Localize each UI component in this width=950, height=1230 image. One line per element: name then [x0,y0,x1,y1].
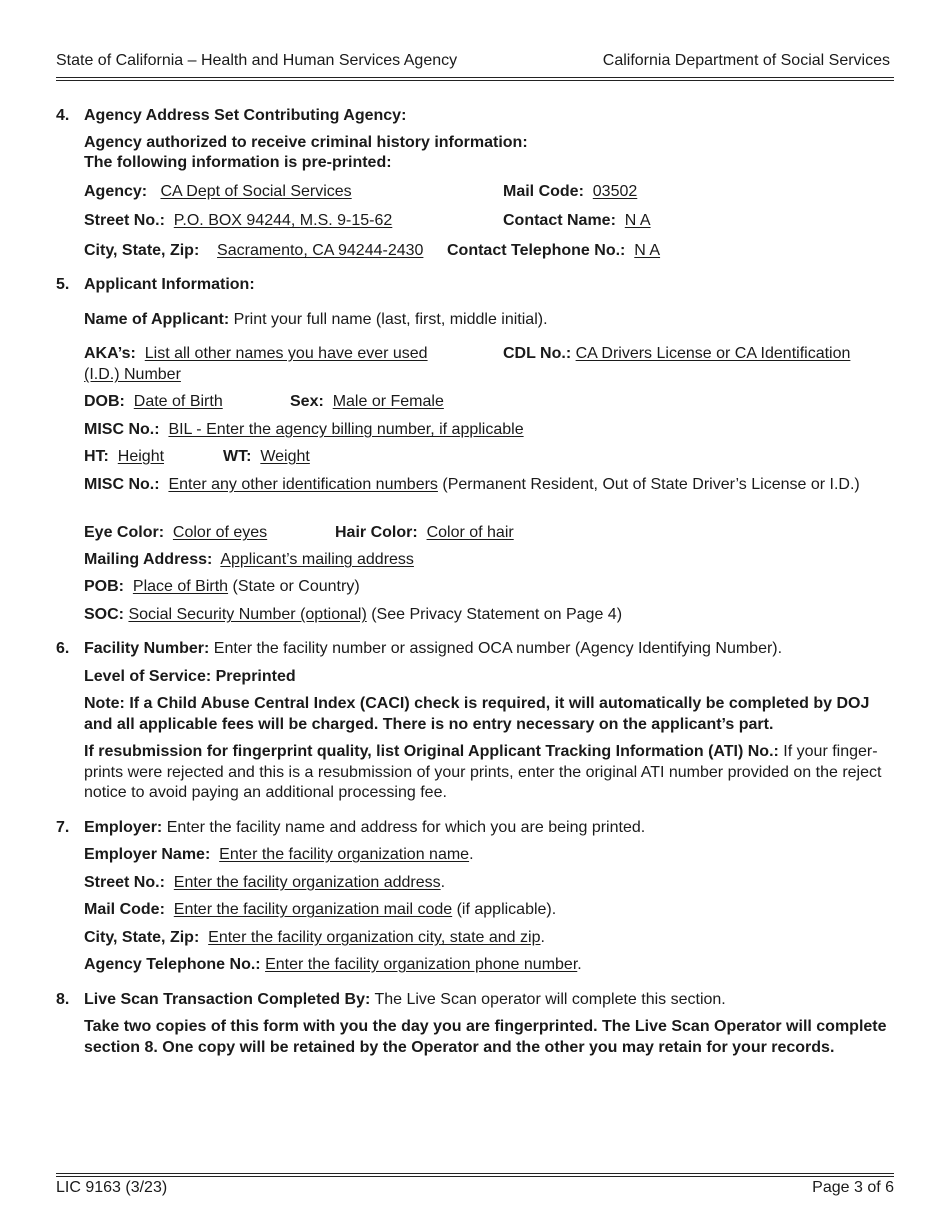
facility-number-row [84,639,782,659]
section-5-number: 5. [56,276,70,293]
misc-identification-label: MISC No.: [84,476,160,493]
resubmission-label: If resubmission for fingerprint quality, list Original Applicant Tracking Information (ATI) No.: [84,743,779,760]
dob-row [84,392,223,412]
contact-telephone-label: Contact Telephone No.: [447,242,626,259]
sex-label: Sex: [290,393,324,410]
section-4-number: 4. [56,107,70,124]
cdl-value: CA Drivers License or CA Identification [575,345,851,362]
period: . [469,846,474,863]
contact-name-row [503,211,651,231]
mail-code-value: 03502 [592,183,638,200]
mail-code-row [503,182,637,202]
city-row [84,241,423,261]
misc-billing-row [84,420,524,440]
live-scan-instructions: Take two copies of this form with you the day you are fingerprinted. The Live Scan Operator will complete section 8. One copy will be retained by the Operator and the other you may retain for your records. [84,1018,887,1056]
header-rule-2 [56,80,894,81]
applicant-name-label: Name of Applicant: [84,311,230,328]
eye-color-label: Eye Color: [84,524,165,541]
sex-value: Male or Female [332,393,444,410]
contact-name-value: N A [624,212,651,229]
section-4-auth-line1: Agency authorized to receive criminal history information: [84,134,528,151]
height-label: HT: [84,448,109,465]
height-value: Height [117,448,165,465]
mailing-address-value: Applicant’s mailing address [220,551,414,568]
employer-street-label: Street No.: [84,874,165,891]
weight-row [223,447,310,467]
section-6-number: 6. [56,640,70,657]
employer-label: Employer: [84,819,163,836]
section-5-title: Applicant Information: [84,276,255,293]
soc-label: SOC: [84,606,124,623]
applicant-name-text: Print your full name (last, first, middle initial). [229,311,548,328]
mailing-address-label: Mailing Address: [84,551,213,568]
employer-city-value: Enter the facility organization city, state and zip [208,929,541,946]
applicant-name-row [84,310,548,330]
resubmission-text: If your finger- prints were rejected and this is a resubmission of your prints, enter the original ATI number provided on the reject notice to avoid paying an additional processing fee. [84,743,882,801]
aka-label: AKA’s: [84,345,136,362]
header-department: California Department of Social Services [602,52,890,69]
employer-name-value: Enter the facility organization name [219,846,470,863]
live-scan-row [84,990,726,1010]
footer-rule [56,1173,894,1174]
soc-value: Social Security Number (optional) [128,606,367,623]
footer-rule-2 [56,1176,894,1177]
agency-row [84,182,352,202]
street-label: Street No.: [84,212,165,229]
section-4-title: Agency Address Set Contributing Agency: [84,107,407,124]
misc-identification-value: Enter any other identification numbers [168,476,438,493]
aka-value: List all other names you have ever used [144,345,428,362]
facility-number-label: Facility Number: [84,640,210,657]
pob-label: POB: [84,578,124,595]
misc-billing-value: BIL - Enter the agency billing number, if applicable [168,421,524,438]
eye-color-row [84,523,267,543]
period: . [440,874,446,891]
pob-text: (State or Country) [228,578,360,595]
employer-mail-code-label: Mail Code: [84,901,165,918]
eye-color-value: Color of eyes [172,524,268,541]
caci-note: Note: If a Child Abuse Central Index (CACI) check is required, it will automatically be completed by DOJ and all applicable fees will be charged. There is no entry necessary on the applicant’s part. [84,695,870,733]
dob-value: Date of Birth [133,393,223,410]
cdl-row [503,344,850,364]
height-row [84,447,164,467]
employer-city-row [84,928,545,948]
agency-telephone-row [84,955,582,975]
header-agency: State of California – Health and Human Services Agency [56,52,458,69]
employer-name-row [84,845,474,865]
employer-row [84,818,645,838]
section-7-number: 7. [56,819,70,836]
employer-street-value: Enter the facility organization address [173,874,441,891]
pob-row [84,577,360,597]
hair-color-label: Hair Color: [335,524,418,541]
street-row [84,211,392,231]
misc-billing-label: MISC No.: [84,421,160,438]
sex-row [290,392,444,412]
section-8-number: 8. [56,991,70,1008]
level-of-service: Level of Service: Preprinted [84,668,296,685]
period: . [540,929,545,946]
employer-city-label: City, State, Zip: [84,929,200,946]
mail-code-label: Mail Code: [503,183,584,200]
employer-text: Enter the facility name and address for which you are being printed. [162,819,646,836]
soc-row [84,605,622,625]
weight-label: WT: [223,448,252,465]
city-label: City, State, Zip: [84,242,200,259]
employer-mail-code-row [84,900,556,920]
resubmission-paragraph [84,742,896,804]
aka-row [84,344,428,364]
cdl-label: CDL No.: [503,345,572,362]
contact-telephone-row [447,241,660,261]
employer-mail-code-value: Enter the facility organization mail code [173,901,453,918]
agency-label: Agency: [84,183,148,200]
contact-name-label: Contact Name: [503,212,616,229]
city-value: Sacramento, CA 94244-2430 [217,242,424,259]
employer-street-row [84,873,445,893]
cdl-value-continued: (I.D.) Number [84,366,181,383]
employer-mail-code-text: (if applicable). [452,901,557,918]
contact-telephone-value: N A [634,242,661,259]
facility-number-text: Enter the facility number or assigned OCA number (Agency Identifying Number). [209,640,783,657]
live-scan-label: Live Scan Transaction Completed By: [84,991,371,1008]
soc-text: (See Privacy Statement on Page 4) [366,606,623,623]
page-number: Page 3 of 6 [812,1179,894,1196]
employer-name-label: Employer Name: [84,846,211,863]
form-number: LIC 9163 (3/23) [56,1179,168,1196]
dob-label: DOB: [84,393,125,410]
pob-value: Place of Birth [132,578,229,595]
section-4-auth-line2: The following information is pre-printed: [84,154,392,171]
street-value: P.O. BOX 94244, M.S. 9-15-62 [173,212,393,229]
hair-color-row [335,523,514,543]
hair-color-value: Color of hair [426,524,514,541]
misc-identification-text: (Permanent Resident, Out of State Driver’s License or I.D.) [437,476,860,493]
mailing-address-row [84,550,414,570]
misc-identification-row [84,475,896,496]
live-scan-text: The Live Scan operator will complete this section. [370,991,726,1008]
period: . [577,956,582,973]
agency-telephone-label: Agency Telephone No.: [84,956,261,973]
agency-telephone-value: Enter the facility organization phone number [265,956,578,973]
weight-value: Weight [260,448,310,465]
header-rule [56,77,894,78]
agency-value: CA Dept of Social Services [160,183,352,200]
